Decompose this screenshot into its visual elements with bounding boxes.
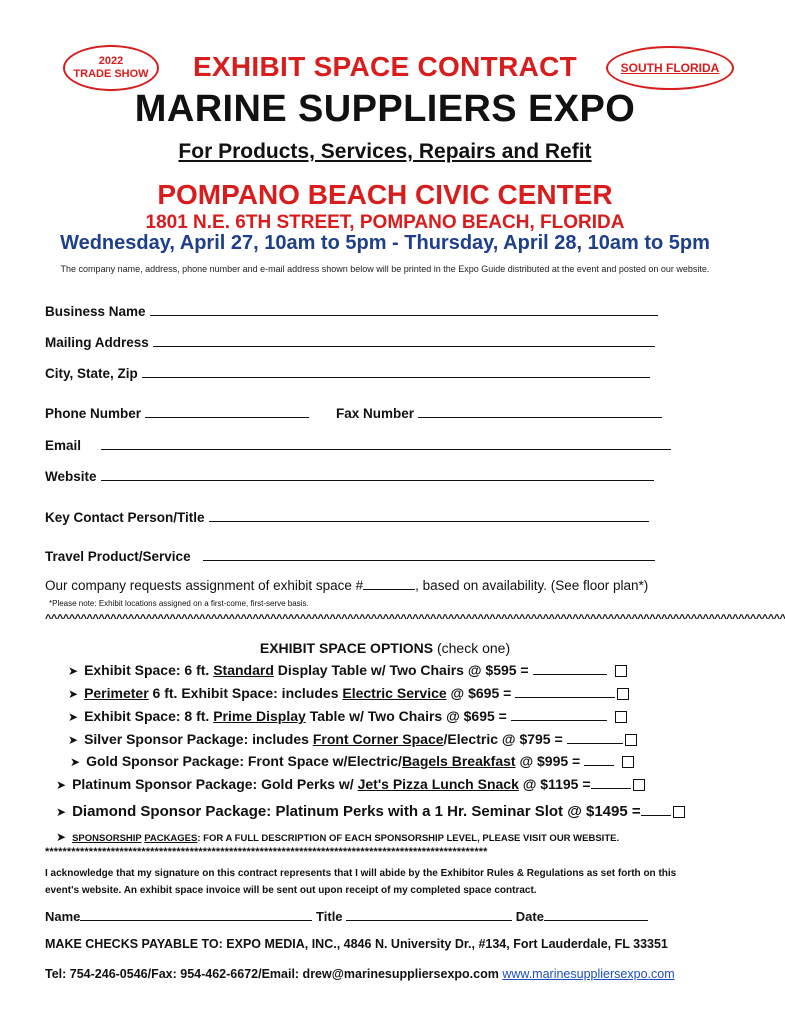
checkbox-icon[interactable] (615, 711, 627, 723)
fax-field[interactable] (336, 404, 662, 421)
website-label: Website (45, 469, 97, 484)
option-amount-line[interactable] (591, 776, 631, 789)
business-name-label: Business Name (45, 304, 146, 319)
acknowledgement: I acknowledge that my signature on this contract represents that I will abide by the Exhibitor Rules & Regulations as set forth on this event's website. An exhibit space invoice will be sent out upon receipt of my completed space contract. (45, 868, 677, 896)
badge-region: SOUTH FLORIDA (620, 61, 720, 75)
space-number-field[interactable] (363, 577, 415, 590)
option-amount-line[interactable] (515, 685, 615, 698)
name-label: Name (45, 909, 81, 924)
website-link[interactable]: www.marinesuppliersexpo.com (502, 967, 675, 981)
checks-payable: MAKE CHECKS PAYABLE TO: EXPO MEDIA, INC., 4846 N. University Dr., #134, Fort Lauderdale, FL 33351 (45, 937, 668, 951)
checkbox-icon[interactable] (617, 688, 629, 700)
key-contact-label: Key Contact Person/Title (45, 510, 205, 525)
contract-title: EXHIBIT SPACE CONTRACT (192, 51, 578, 82)
option-underlined: Bagels Breakfast (401, 753, 516, 769)
title-label: Title (316, 909, 343, 924)
expo-title: MARINE SUPPLIERS EXPO (134, 88, 636, 130)
city-state-zip-label: City, State, Zip (45, 366, 138, 381)
sponsorship-rest: : FOR A FULL DESCRIPTION OF EACH SPONSORSHIP LEVEL, PLEASE VISIT OUR WEBSITE. (197, 833, 620, 844)
option-text: @ $1195 = (518, 776, 591, 792)
option-underlined: Standard (213, 662, 274, 678)
option-text: Exhibit Space: 8 ft. (84, 708, 214, 724)
option-text: 6 ft. Exhibit Space: includes (148, 685, 343, 701)
option-text: Table w/ Two Chairs @ $695 = (305, 708, 511, 724)
assignment-note: *Please note: Exhibit locations assigned on a first-come, first-serve basis. (49, 599, 309, 608)
venue-name: POMPANO BEACH CIVIC CENTER (157, 179, 613, 210)
fax-label: Fax Number (336, 406, 415, 421)
option-silver[interactable] (68, 731, 637, 747)
mailing-address-line[interactable] (153, 333, 655, 347)
option-amount-line[interactable] (511, 708, 607, 721)
checkbox-icon[interactable] (673, 806, 685, 818)
assignment-text-after: , based on availability. (See floor plan*) (415, 578, 649, 593)
guide-notice: The company name, address, phone number and e-mail address shown below will be printed in the Expo Guide distributed at the event and posted on our website. (60, 264, 710, 274)
key-contact-line[interactable] (209, 508, 649, 522)
options-note: (check one) (436, 640, 511, 656)
arrow-icon: ➤ (68, 664, 79, 678)
arrow-icon: ➤ (68, 733, 79, 747)
star-divider: ***************************************************************************************************** (45, 846, 488, 858)
phone-label: Phone Number (45, 406, 142, 421)
option-text: @ $995 = (515, 753, 585, 769)
arrow-icon: ➤ (68, 687, 79, 701)
mailing-address-field[interactable] (45, 333, 655, 350)
phone-line[interactable] (145, 404, 309, 418)
option-underlined: Front Corner Space (312, 731, 444, 747)
signature-row (45, 908, 648, 924)
option-text: Diamond Sponsor Package: Platinum Perks with a 1 Hr. Seminar Slot @ $1495 = (72, 803, 641, 820)
date-line[interactable] (544, 908, 648, 921)
website-field[interactable] (45, 467, 654, 484)
option-underlined: Prime Display (213, 708, 306, 724)
sponsorship-note (56, 830, 619, 844)
space-assignment (45, 577, 648, 593)
key-contact-field[interactable] (45, 508, 649, 525)
city-state-zip-line[interactable] (142, 364, 650, 378)
option-diamond[interactable] (56, 803, 685, 820)
option-standard[interactable] (68, 662, 627, 678)
venue-address: 1801 N.E. 6TH STREET, POMPANO BEACH, FLORIDA (145, 212, 625, 233)
date-label: Date (515, 909, 544, 924)
city-state-zip-field[interactable] (45, 364, 650, 381)
contact-info (45, 967, 675, 981)
checkbox-icon[interactable] (622, 756, 634, 768)
option-text: @ $695 = (446, 685, 516, 701)
option-amount-line[interactable] (641, 803, 671, 816)
badge-trade-show: TRADE SHOW (73, 68, 149, 80)
mailing-address-label: Mailing Address (45, 335, 149, 350)
option-text: Platinum Sponsor Package: Gold Perks w/ (72, 776, 358, 792)
arrow-icon: ➤ (68, 710, 79, 724)
fax-line[interactable] (418, 404, 662, 418)
email-line[interactable] (101, 436, 671, 450)
option-gold[interactable] (70, 753, 634, 769)
option-text: Exhibit Space: 6 ft. (84, 662, 214, 678)
option-underlined: Jet's Pizza Lunch Snack (357, 776, 519, 792)
sponsorship-word: SPONSORSHIP (72, 833, 142, 844)
packages-word: PACKAGES (144, 833, 198, 844)
option-underlined: Electric Service (342, 685, 447, 701)
checkbox-icon[interactable] (633, 779, 645, 791)
arrow-icon: ➤ (70, 755, 81, 769)
caret-divider: ^^^^^^^^^^^^^^^^^^^^^^^^^^^^^^^^^^^^^^^^^^^^^^^^^^^^^^^^^^^^^^^^^^^^^^^^^^^^^^^^^^^^^^^^^^^^^^^^^^^^^^^^^^^^^^^^^^^^^^^^^^^^^ (45, 613, 785, 625)
option-platinum[interactable] (56, 776, 645, 792)
business-name-line[interactable] (150, 302, 658, 316)
option-amount-line[interactable] (567, 731, 623, 744)
checkbox-icon[interactable] (615, 665, 627, 677)
checkbox-icon[interactable] (625, 734, 637, 746)
option-text: Gold Sponsor Package: Front Space w/Electric/ (86, 753, 402, 769)
phone-field[interactable] (45, 404, 309, 421)
option-text: Display Table w/ Two Chairs @ $595 = (273, 662, 533, 678)
arrow-icon: ➤ (56, 830, 67, 844)
option-text: Silver Sponsor Package: includes (84, 731, 313, 747)
arrow-icon: ➤ (56, 778, 67, 792)
badge-year: 2022 (98, 55, 124, 67)
option-prime[interactable] (68, 708, 627, 724)
option-text: /Electric @ $795 = (443, 731, 567, 747)
travel-field[interactable] (45, 547, 655, 564)
name-line[interactable] (80, 908, 312, 921)
arrow-icon: ➤ (56, 805, 67, 819)
contact-text: Tel: 754-246-0546/Fax: 954-462-6672/Email: drew@marinesuppliersexpo.com (45, 967, 503, 981)
website-line[interactable] (101, 467, 654, 481)
email-field[interactable] (45, 436, 671, 453)
option-amount-line[interactable] (584, 753, 614, 766)
business-name-field[interactable] (45, 302, 658, 319)
options-heading: EXHIBIT SPACE OPTIONS (259, 640, 434, 656)
option-perimeter[interactable] (68, 685, 629, 701)
email-label: Email (45, 438, 82, 453)
option-amount-line[interactable] (533, 662, 607, 675)
assignment-text-before: Our company requests assignment of exhibit space # (45, 578, 364, 593)
travel-label: Travel Product/Service (45, 549, 191, 564)
title-line[interactable] (346, 908, 512, 921)
event-dates: Wednesday, April 27, 10am to 5pm - Thursday, April 28, 10am to 5pm (60, 232, 710, 254)
options-title (0, 640, 770, 656)
expo-subtitle: For Products, Services, Repairs and Refit (178, 140, 592, 163)
travel-line[interactable] (203, 547, 655, 561)
option-underlined: Perimeter (84, 685, 149, 701)
